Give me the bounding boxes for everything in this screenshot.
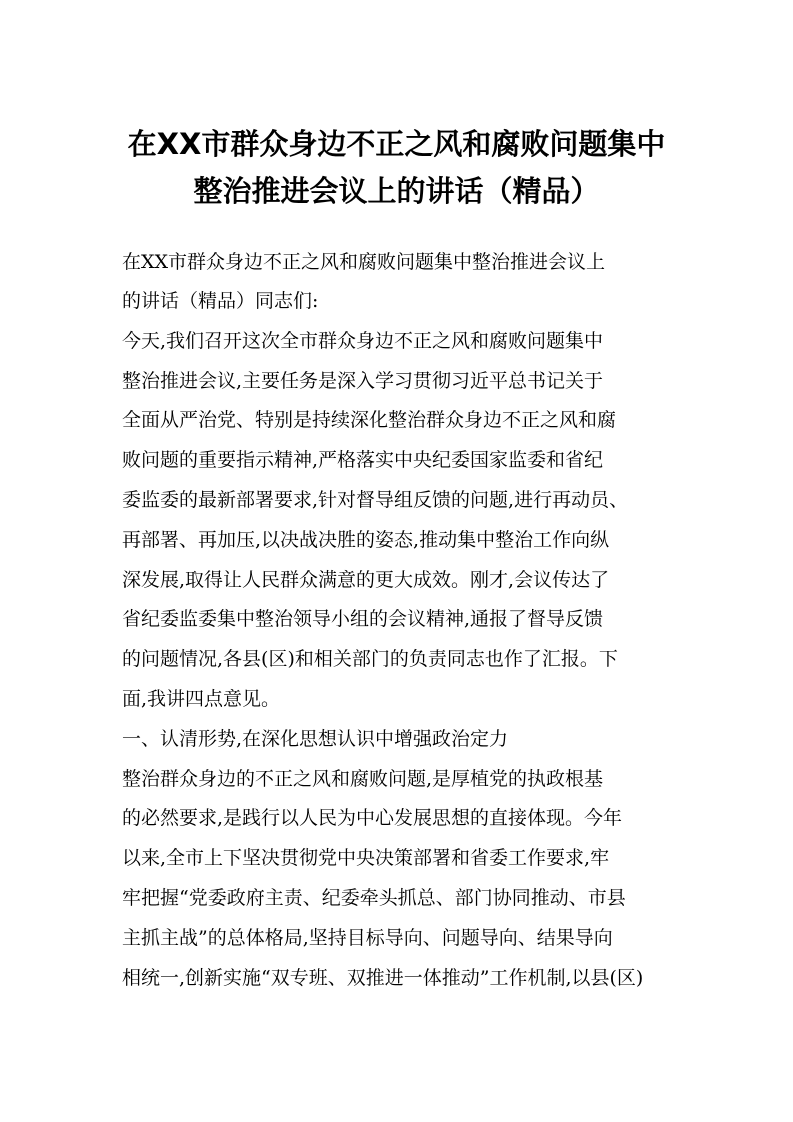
body-line: 牢把握“党委政府主责、纪委牵头抓总、部门协同推动、市县	[122, 887, 626, 909]
body-line: 整治群众身边的不正之风和腐败问题,是厚植党的执政根基	[122, 768, 604, 790]
body-line: 的问题情况,各县(区)和相关部门的负责同志也作了汇报。下	[122, 648, 618, 670]
body-line: 委监委的最新部署要求,针对督导组反馈的问题,进行再动员、	[122, 489, 629, 511]
document-title-line-2: 整治推进会议上的讲话（精品）	[193, 174, 600, 208]
body-line: 深发展,取得让人民群众满意的更大成效。刚才,会议传达了	[122, 569, 610, 591]
body-line: 败问题的重要指示精神,严格落实中央纪委国家监委和省纪	[122, 449, 604, 471]
body-line: 省纪委监委集中整治领导小组的会议精神,通报了督导反馈	[122, 608, 604, 630]
body-line: 在XX市群众身边不正之风和腐败问题集中整治推进会议上	[122, 251, 606, 273]
body-line: 主抓主战”的总体格局,坚持目标导向、问题导向、结果导向	[122, 927, 613, 949]
document-title-line-1: 在XX市群众身边不正之风和腐败问题集中	[127, 127, 666, 161]
body-line: 的必然要求,是践行以人民为中心发展思想的直接体现。今年	[122, 807, 623, 829]
body-line: 的讲话（精品）同志们:	[122, 290, 319, 312]
body-line: 面,我讲四点意见。	[122, 688, 281, 710]
body-line: 整治推进会议,主要任务是深入学习贯彻习近平总书记关于	[122, 370, 604, 392]
body-line: 以来,全市上下坚决贯彻党中央决策部署和省委工作要求,牢	[122, 847, 610, 869]
body-line: 再部署、再加压,以决战决胜的姿态,推动集中整治工作向纵	[122, 529, 610, 551]
body-line: 相统一,创新实施“双专班、双推进一体推动”工作机制,以县(区)	[122, 967, 644, 989]
body-line: 全面从严治党、特别是持续深化整治群众身边不正之风和腐	[122, 409, 617, 431]
body-line: 今天,我们召开这次全市群众身边不正之风和腐败问题集中	[122, 330, 604, 352]
section-heading: 一、认清形势,在深化思想认识中增强政治定力	[122, 728, 509, 750]
